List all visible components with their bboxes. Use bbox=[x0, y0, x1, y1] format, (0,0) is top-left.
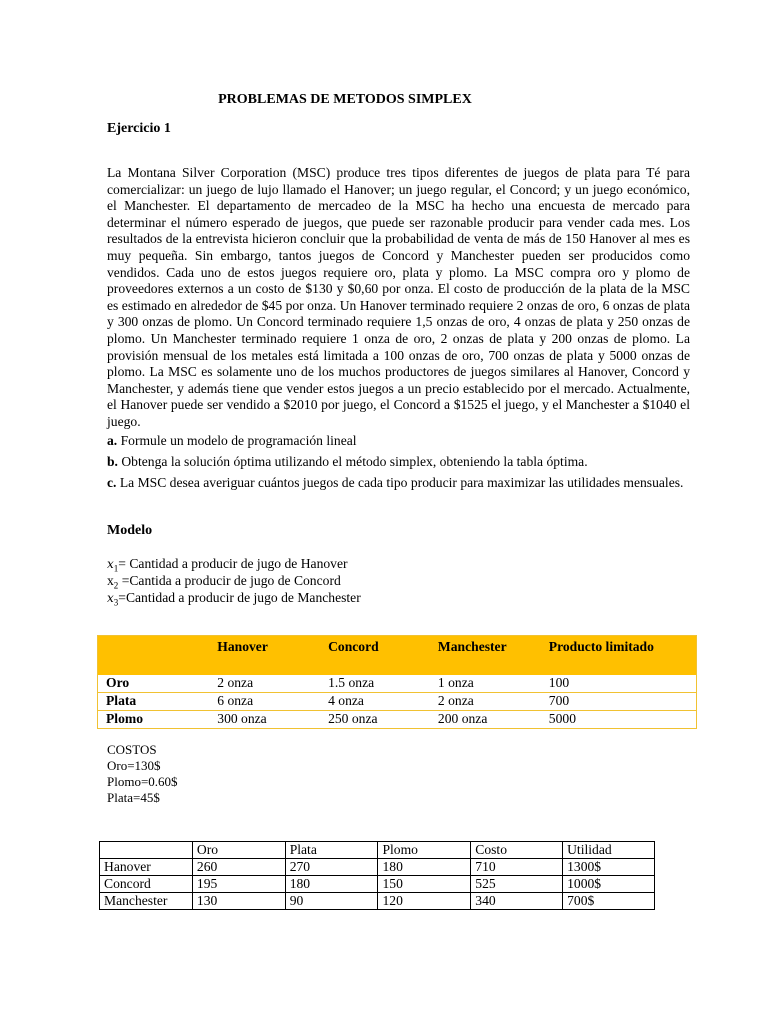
table-cell: 100 bbox=[541, 675, 697, 693]
cost-line: Plomo=0.60$ bbox=[107, 774, 178, 789]
table-cell: 4 onza bbox=[320, 693, 430, 711]
item-c bbox=[107, 474, 690, 491]
table-cell: 1 onza bbox=[430, 675, 541, 693]
table-cell: 260 bbox=[192, 859, 285, 876]
metals-table bbox=[97, 635, 697, 729]
table-cell: 340 bbox=[471, 893, 563, 910]
profit-table-header bbox=[100, 842, 655, 859]
variable-x3 bbox=[107, 589, 361, 612]
cost-line: Plata=45$ bbox=[107, 790, 160, 805]
table-cell: 130 bbox=[192, 893, 285, 910]
profit-header-cell: Plomo bbox=[378, 842, 471, 859]
table-cell: 525 bbox=[471, 876, 563, 893]
item-a-text: Formule un modelo de programación lineal bbox=[117, 433, 357, 448]
item-c-text: La MSC desea averiguar cuántos juegos de cada tipo producir para maximizar las utilidades mensuales. bbox=[116, 475, 684, 490]
variable-x2-sub: 2 bbox=[113, 580, 119, 591]
table-row bbox=[98, 693, 697, 711]
table-cell: 1.5 onza bbox=[320, 675, 430, 693]
table-cell: Plomo bbox=[98, 711, 210, 729]
table-cell: 200 onza bbox=[430, 711, 541, 729]
table-row bbox=[100, 893, 655, 910]
table-cell: 180 bbox=[378, 859, 471, 876]
profit-header-cell: Plata bbox=[285, 842, 378, 859]
table-cell: Concord bbox=[100, 876, 193, 893]
table-cell: 6 onza bbox=[209, 693, 320, 711]
variable-x3-text: =Cantidad a producir de jugo de Manchester bbox=[118, 590, 361, 605]
table-cell: Plata bbox=[98, 693, 210, 711]
profit-header-cell bbox=[100, 842, 193, 859]
table-row bbox=[100, 859, 655, 876]
table-cell: Hanover bbox=[100, 859, 193, 876]
problem-paragraph: La Montana Silver Corporation (MSC) produce tres tipos diferentes de juegos de plata para Té para comercializar: un juego de lujo llamado el Hanover; un juego regular, el Concord; y un juego económico, el Manchester. El departamento de mercadeo de la MSC ha hecho una encuesta de mercado para determinar el número esperado de juegos, que puede ser razonable producir para vender cada mes. Los resultados de la entrevista hicieron concluir que la probabilidad de venta de más de 150 Hanover al mes es muy pequeña. Sin embargo, tantos juegos de Concord y Manchester pueden ser producidos como vendidos. Cada uno de estos juegos requiere oro, plata y plomo. La MSC compra oro y plomo de proveedores externos a un costo de $130 y $0,60 por onza. El costo de producción de la plata de la MSC es estimado en alrededor de $45 por onza. Un Hanover terminado requiere 2 onzas de oro, 6 onzas de plata y 300 onzas de plomo. Un Concord terminado requiere 1,5 onzas de oro, 4 onzas de plata y 250 onzas de plomo. Un Manchester terminado requiere 1 onza de oro, 2 onzas de plata y 200 onzas de plomo. La provisión mensual de los metales está limitada a 100 onzas de oro, 700 onzas de plata y 5000 onzas de plomo. La MSC es solamente uno de los muchos productores de juegos similares al Hanover, Concord y Manchester, y además tiene que vender estos juegos a un precio establecido por el mercado. Actualmente, el Hanover puede ser vendido a $2010 por juego, el Concord a $1525 el juego, y el Manchester a $1040 el juego. bbox=[107, 165, 690, 429]
metals-header-cell: Manchester bbox=[430, 636, 541, 676]
model-heading: Modelo bbox=[107, 523, 153, 538]
costs-heading: COSTOS bbox=[107, 742, 157, 757]
table-cell: Manchester bbox=[100, 893, 193, 910]
table-row bbox=[100, 876, 655, 893]
variable-x3-symbol: x bbox=[107, 591, 114, 605]
table-row bbox=[98, 675, 697, 693]
table-cell: 250 onza bbox=[320, 711, 430, 729]
table-cell: 710 bbox=[471, 859, 563, 876]
table-cell: 2 onza bbox=[430, 693, 541, 711]
costs-block bbox=[107, 742, 178, 806]
document-title bbox=[0, 92, 690, 108]
table-cell: 2 onza bbox=[209, 675, 320, 693]
profit-header-cell: Costo bbox=[471, 842, 563, 859]
title-text: PROBLEMAS DE METODOS SIMPLEX bbox=[218, 92, 472, 107]
metals-header-cell: Hanover bbox=[209, 636, 320, 676]
table-cell: Oro bbox=[98, 675, 210, 693]
table-cell: 700 bbox=[541, 693, 697, 711]
profit-header-cell: Utilidad bbox=[563, 842, 655, 859]
variable-x1-symbol: x bbox=[107, 557, 114, 571]
profit-header-cell: Oro bbox=[192, 842, 285, 859]
item-b bbox=[107, 453, 690, 470]
metals-header-cell bbox=[98, 636, 210, 676]
profit-table bbox=[99, 841, 655, 910]
variable-x1-sub: 1 bbox=[113, 563, 119, 574]
metals-header-cell: Concord bbox=[320, 636, 430, 676]
item-b-letter: b. bbox=[107, 454, 118, 469]
table-cell: 5000 bbox=[541, 711, 697, 729]
cost-line: Oro=130$ bbox=[107, 758, 161, 773]
variable-x2-symbol: x bbox=[107, 573, 114, 588]
exercise-heading: Ejercicio 1 bbox=[107, 121, 171, 136]
variable-x1-text: = Cantidad a producir de jugo de Hanover bbox=[118, 556, 348, 571]
table-cell: 180 bbox=[285, 876, 378, 893]
item-b-text: Obtenga la solución óptima utilizando el método simplex, obteniendo la tabla óptima. bbox=[117, 454, 588, 469]
item-a bbox=[107, 432, 690, 449]
table-cell: 1000$ bbox=[563, 876, 655, 893]
metals-header-cell: Producto limitado bbox=[541, 636, 697, 676]
item-a-letter: a. bbox=[107, 433, 118, 448]
table-cell: 120 bbox=[378, 893, 471, 910]
table-cell: 1300$ bbox=[563, 859, 655, 876]
table-cell: 300 onza bbox=[209, 711, 320, 729]
table-cell: 700$ bbox=[563, 893, 655, 910]
table-cell: 195 bbox=[192, 876, 285, 893]
item-c-letter: c. bbox=[107, 475, 117, 490]
table-row bbox=[98, 711, 697, 729]
table-cell: 150 bbox=[378, 876, 471, 893]
table-cell: 90 bbox=[285, 893, 378, 910]
variable-x2-text: =Cantida a producir de jugo de Concord bbox=[118, 573, 341, 588]
metals-table-header bbox=[98, 636, 697, 676]
variable-x3-sub: 3 bbox=[113, 597, 119, 608]
table-cell: 270 bbox=[285, 859, 378, 876]
